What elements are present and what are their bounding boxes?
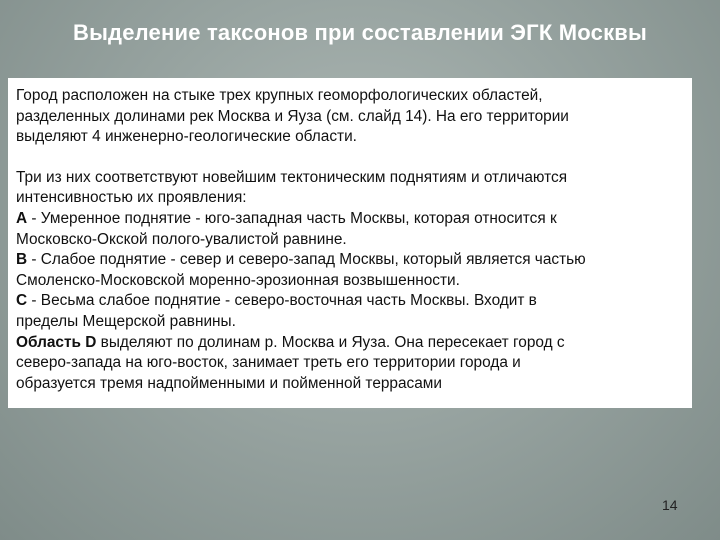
area-a-label: А (16, 209, 28, 227)
area-a-text: - Умеренное поднятие - юго-западная часть Москвы, которая относится к (27, 209, 557, 227)
area-c-label: С (16, 292, 28, 310)
area-d-line-2: северо-запада на юго-восток, занимает треть его территории города и (16, 354, 521, 372)
intro-line: разделенных долинами рек Москва и Яуза (см. слайд 14). На его территории (16, 107, 569, 125)
paragraph-gap (16, 148, 684, 168)
intro-line: выделяют 4 инженерно-геологические области. (16, 128, 357, 146)
lead-line: интенсивностью их проявления: (16, 189, 247, 207)
area-d-line-3: образуется тремя надпойменными и пойменной террасами (16, 374, 442, 392)
area-d-label: Область D (16, 333, 97, 351)
area-b-line (16, 250, 684, 271)
area-d-text: выделяют по долинам р. Москва и Яуза. Она пересекает город с (96, 333, 565, 351)
area-b-line-2: Смоленско-Московской моренно-эрозионная возвышенности. (16, 271, 460, 289)
page-number: 14 (662, 497, 678, 513)
slide-title: Выделение таксонов при составлении ЭГК Москвы (72, 20, 648, 45)
area-a-line-2: Московско-Окской полого-увалистой равнине. (16, 230, 347, 248)
intro-line: Город расположен на стыке трех крупных геоморфологических областей, (16, 87, 543, 104)
area-b-text: - Слабое поднятие - север и северо-запад Москвы, который является частью (27, 251, 586, 269)
text-box (8, 78, 692, 408)
body-paragraph (16, 168, 684, 395)
lead-line: Три из них соответствуют новейшим тектоническим поднятиям и отличаются (16, 168, 568, 186)
area-d-line (16, 333, 684, 354)
area-c-line (16, 291, 684, 312)
intro-paragraph (16, 86, 684, 148)
area-c-line-2: пределы Мещерской равнины. (16, 312, 236, 330)
area-b-label: В (16, 251, 28, 269)
area-a-line (16, 209, 684, 230)
area-c-text: - Весьма слабое поднятие - северо-восточная часть Москвы. Входит в (27, 292, 537, 310)
